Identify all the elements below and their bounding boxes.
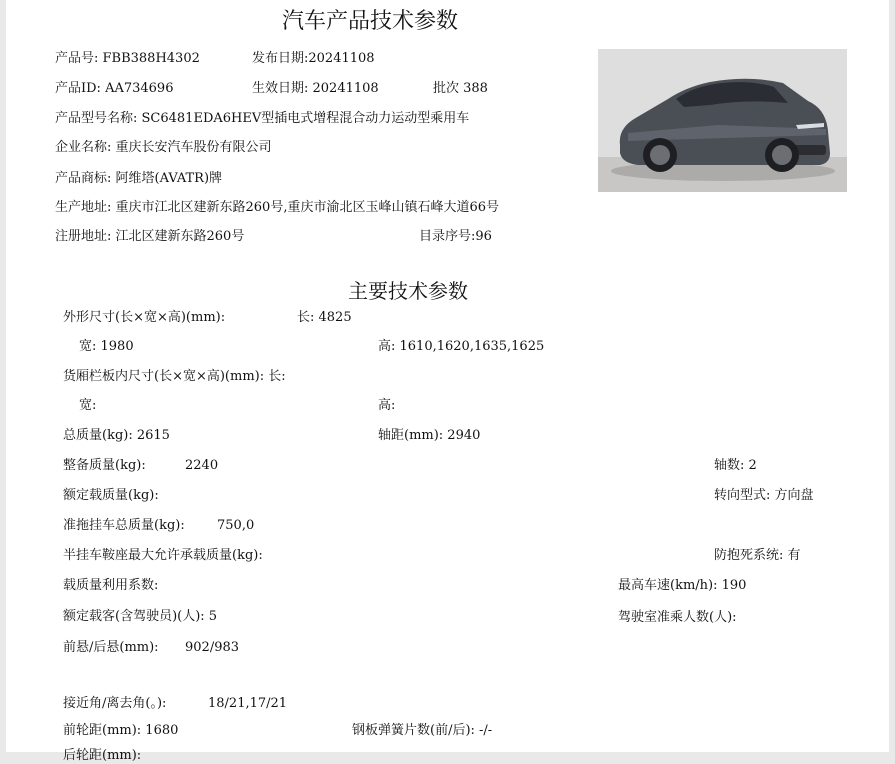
rated-passengers: 额定载客(含驾驶员)(人): 5 <box>63 609 218 624</box>
curb-mass-label: 整备质量(kg): <box>63 458 146 473</box>
max-speed: 最高车速(km/h): 190 <box>618 578 747 593</box>
rated-load: 额定载质量(kg): <box>63 488 159 503</box>
effective-date: 生效日期: 20241108 <box>252 81 379 96</box>
axle-count: 轴数: 2 <box>714 458 757 473</box>
width: 宽: 1980 <box>79 339 134 354</box>
product-id: 产品ID: AA734696 <box>55 81 174 96</box>
product-number: 产品号: FBB388H4302 <box>55 51 200 66</box>
dimensions-label: 外形尺寸(长×宽×高)(mm): <box>63 310 226 325</box>
angles-label: 接近角/离去角(。): <box>63 696 167 711</box>
brand: 产品商标: 阿维塔(AVATR)牌 <box>55 171 223 186</box>
curb-mass-value: 2240 <box>185 458 219 473</box>
batch: 批次 388 <box>433 81 488 96</box>
catalog-number: 目录序号:96 <box>419 229 492 244</box>
front-track: 前轮距(mm): 1680 <box>63 723 179 738</box>
main-params-title: 主要技术参数 <box>348 279 468 303</box>
registered-address: 注册地址: 江北区建新东路260号 <box>55 229 245 244</box>
model-name: 产品型号名称: SC6481EDA6HEV型插电式增程混合动力运动型乘用车 <box>55 111 470 126</box>
document-title: 汽车产品技术参数 <box>282 9 459 34</box>
steering-type: 转向型式: 方向盘 <box>714 488 814 503</box>
saddle-load: 半挂车鞍座最大允许承载质量(kg): <box>63 548 263 563</box>
cargo-dimensions-label: 货厢栏板内尺寸(长×宽×高)(mm): 长: <box>63 369 286 384</box>
cargo-width: 宽: <box>79 398 97 413</box>
production-address: 生产地址: 重庆市江北区建新东路260号,重庆市渝北区玉峰山镇石峰大道66号 <box>55 200 499 215</box>
rear-track: 后轮距(mm): <box>63 748 142 763</box>
document-page <box>6 0 889 763</box>
release-date: 发布日期:20241108 <box>252 51 375 66</box>
company-name: 企业名称: 重庆长安汽车股份有限公司 <box>55 140 272 155</box>
trailer-mass-label: 准拖挂车总质量(kg): <box>63 518 185 533</box>
angles-value: 18/21,17/21 <box>208 696 288 711</box>
cargo-height: 高: <box>378 398 396 413</box>
height: 高: 1610,1620,1635,1625 <box>378 339 545 354</box>
load-utilization: 载质量利用系数: <box>63 578 159 593</box>
wheelbase: 轴距(mm): 2940 <box>378 428 481 443</box>
cab-passengers: 驾驶室准乘人数(人): <box>618 610 737 625</box>
vehicle-photo <box>598 49 847 192</box>
overhang-value: 902/983 <box>185 640 240 655</box>
total-mass: 总质量(kg): 2615 <box>63 428 170 443</box>
car-image <box>598 49 847 192</box>
leaf-springs: 钢板弹簧片数(前/后): -/- <box>352 723 493 738</box>
trailer-mass-value: 750,0 <box>217 518 255 533</box>
abs-system: 防抱死系统: 有 <box>714 548 801 563</box>
length: 长: 4825 <box>297 310 352 325</box>
overhang-label: 前悬/后悬(mm): <box>63 640 159 655</box>
